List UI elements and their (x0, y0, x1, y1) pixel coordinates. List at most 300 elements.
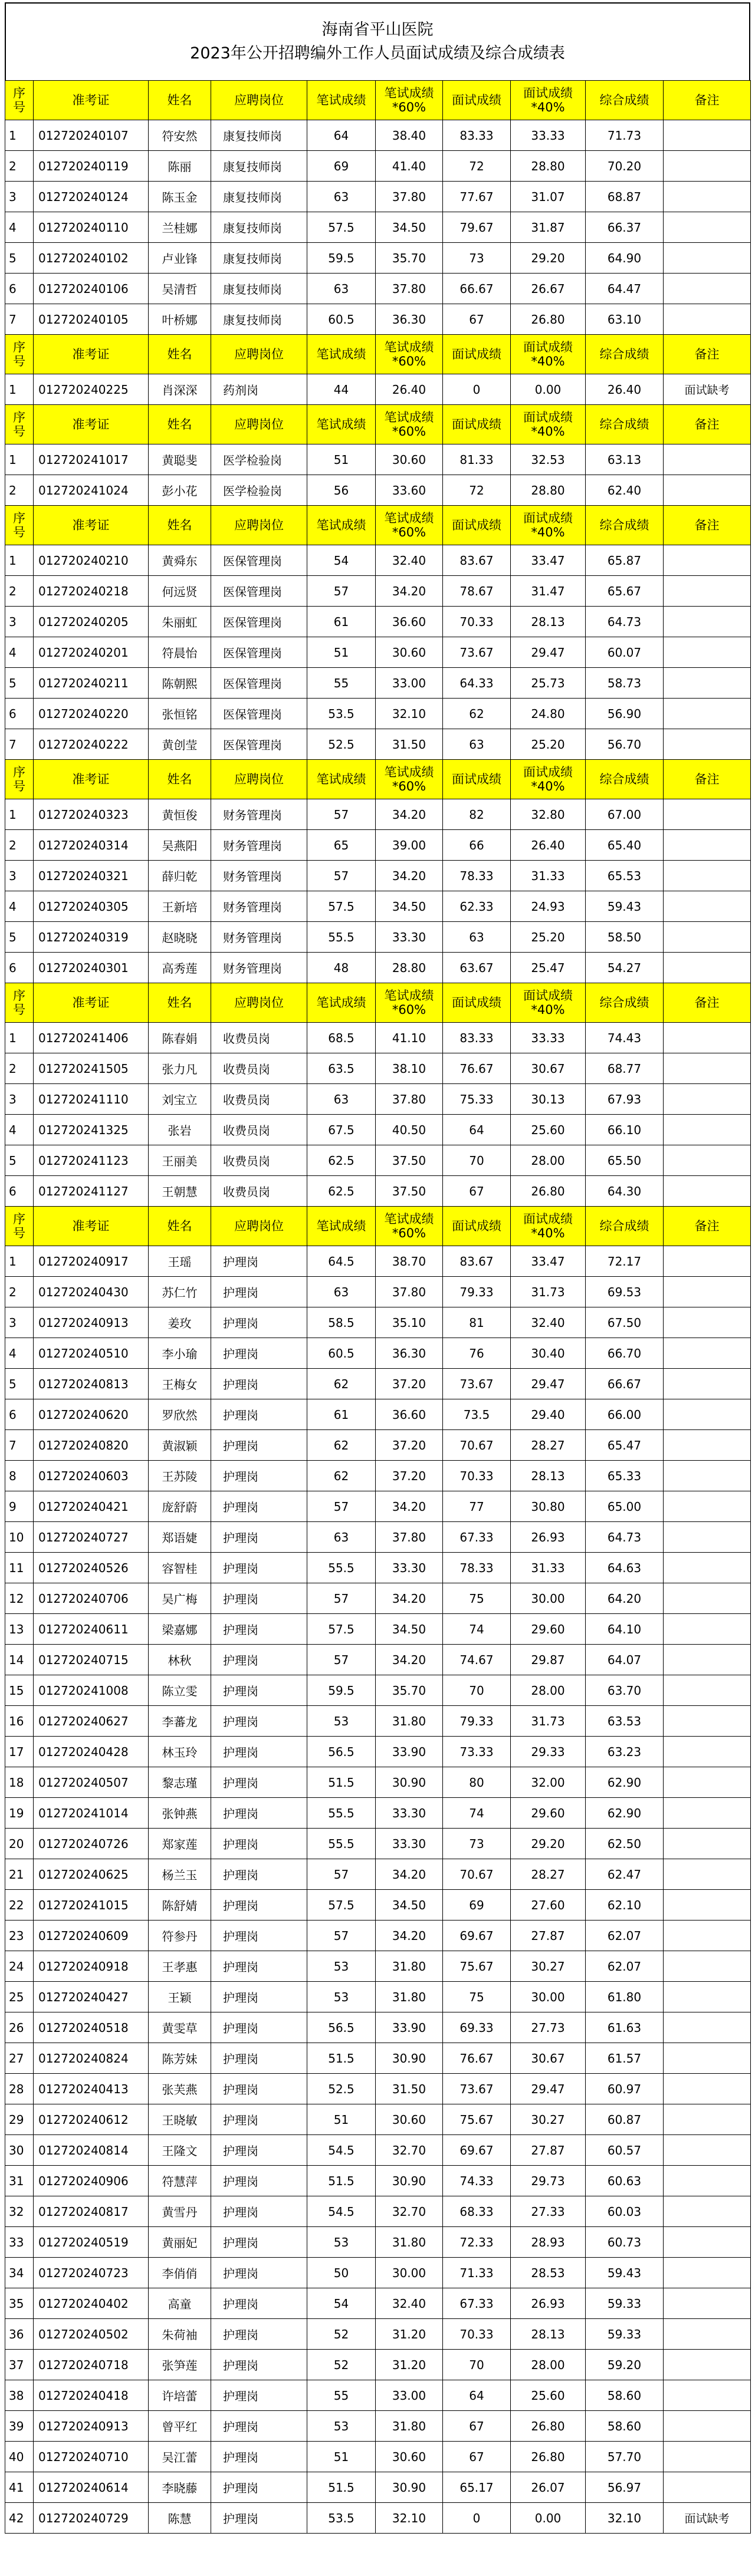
id-cell: 012720240710 (34, 2442, 149, 2472)
position-cell: 护理岗 (211, 2319, 307, 2350)
note-cell (664, 1369, 751, 1399)
total-cell: 60.03 (586, 2196, 664, 2227)
table-row (5, 953, 751, 983)
written-weighted-cell: 37.80 (376, 1277, 443, 1307)
position-cell: 康复技师岗 (211, 182, 307, 212)
table-row (5, 1706, 751, 1737)
total-cell: 68.87 (586, 182, 664, 212)
id-cell: 012720240612 (34, 2104, 149, 2135)
position-cell: 护理岗 (211, 2503, 307, 2534)
written-weighted-cell: 33.60 (376, 475, 443, 506)
note-cell (664, 274, 751, 304)
interview-weighted-cell: 24.93 (511, 891, 586, 922)
total-cell: 64.20 (586, 1583, 664, 1614)
table-row (5, 151, 751, 182)
table-row (5, 1798, 751, 1829)
interview-weighted-cell: 31.73 (511, 1277, 586, 1307)
interview-weighted-cell: 30.40 (511, 1338, 586, 1369)
note-cell (664, 2319, 751, 2350)
id-cell: 012720240820 (34, 1430, 149, 1461)
interview-weighted-cell: 29.20 (511, 243, 586, 274)
seq-cell: 17 (5, 1737, 34, 1767)
seq-cell: 18 (5, 1767, 34, 1798)
position-cell: 医保管理岗 (211, 545, 307, 576)
id-cell: 012720240218 (34, 576, 149, 607)
id-cell: 012720240913 (34, 1307, 149, 1338)
name-cell: 李蕃龙 (149, 1706, 211, 1737)
interview-cell: 75.67 (443, 2104, 511, 2135)
total-cell: 65.67 (586, 576, 664, 607)
total-cell: 65.00 (586, 1491, 664, 1522)
position-cell: 收费员岗 (211, 1145, 307, 1176)
seq-cell: 2 (5, 151, 34, 182)
seq-cell: 2 (5, 830, 34, 861)
seq-cell: 5 (5, 1145, 34, 1176)
written-weighted-cell: 41.40 (376, 151, 443, 182)
position-cell: 护理岗 (211, 1277, 307, 1307)
interview-weighted-cell: 29.60 (511, 1798, 586, 1829)
id-cell: 012720240205 (34, 607, 149, 637)
position-cell: 收费员岗 (211, 1023, 307, 1053)
note-cell (664, 1645, 751, 1675)
table-row (5, 2104, 751, 2135)
table-row (5, 2196, 751, 2227)
position-cell: 护理岗 (211, 1307, 307, 1338)
seq-cell: 4 (5, 212, 34, 243)
id-cell: 012720240319 (34, 922, 149, 953)
interview-cell: 72 (443, 475, 511, 506)
header-seq: 序号 (5, 335, 34, 374)
table-row (5, 861, 751, 891)
written-weighted-cell: 34.50 (376, 1614, 443, 1645)
header-note: 备注 (664, 81, 751, 120)
interview-weighted-cell: 29.47 (511, 637, 586, 668)
header-interview: 面试成绩 (443, 760, 511, 799)
id-cell: 012720240507 (34, 1767, 149, 1798)
id-cell: 012720240210 (34, 545, 149, 576)
written-weighted-cell: 34.50 (376, 212, 443, 243)
position-cell: 护理岗 (211, 2196, 307, 2227)
interview-weighted-cell: 29.20 (511, 1829, 586, 1859)
seq-cell: 10 (5, 1522, 34, 1553)
interview-cell: 76.67 (443, 2043, 511, 2074)
interview-cell: 70 (443, 1145, 511, 1176)
header-name: 姓名 (149, 405, 211, 444)
table-row (5, 2012, 751, 2043)
total-cell: 58.73 (586, 668, 664, 699)
header-interview: 面试成绩 (443, 335, 511, 374)
written-cell: 55.5 (307, 1798, 376, 1829)
interview-cell: 67 (443, 1176, 511, 1207)
table-row (5, 1461, 751, 1491)
header-total: 综合成绩 (586, 335, 664, 374)
table-row (5, 922, 751, 953)
total-cell: 67.93 (586, 1084, 664, 1115)
total-cell: 66.70 (586, 1338, 664, 1369)
id-cell: 012720240918 (34, 1951, 149, 1982)
interview-cell: 72.33 (443, 2227, 511, 2258)
total-cell: 65.47 (586, 1430, 664, 1461)
header-written: 笔试成绩 (307, 1207, 376, 1246)
table-row (5, 1645, 751, 1675)
header-interview-weighted: 面试成绩*40% (511, 405, 586, 444)
written-cell: 57 (307, 1859, 376, 1890)
table-row (5, 2472, 751, 2503)
written-cell: 54 (307, 545, 376, 576)
seq-cell: 29 (5, 2104, 34, 2135)
written-cell: 57 (307, 1921, 376, 1951)
interview-cell: 73.67 (443, 637, 511, 668)
name-cell: 张钟燕 (149, 1798, 211, 1829)
seq-cell: 6 (5, 953, 34, 983)
position-cell: 护理岗 (211, 1706, 307, 1737)
name-cell: 高童 (149, 2288, 211, 2319)
interview-cell: 67 (443, 304, 511, 335)
position-cell: 医保管理岗 (211, 668, 307, 699)
total-cell: 67.50 (586, 1307, 664, 1338)
written-cell: 63 (307, 274, 376, 304)
total-cell: 56.97 (586, 2472, 664, 2503)
name-cell: 李晓藤 (149, 2472, 211, 2503)
note-cell (664, 1767, 751, 1798)
header-note: 备注 (664, 760, 751, 799)
header-position: 应聘岗位 (211, 81, 307, 120)
table-row (5, 1145, 751, 1176)
written-weighted-cell: 34.20 (376, 576, 443, 607)
written-cell: 60.5 (307, 304, 376, 335)
note-cell (664, 2258, 751, 2288)
note-cell (664, 1798, 751, 1829)
total-cell: 65.53 (586, 861, 664, 891)
name-cell: 庞舒蔚 (149, 1491, 211, 1522)
written-weighted-cell: 36.60 (376, 1399, 443, 1430)
name-cell: 陈立雯 (149, 1675, 211, 1706)
seq-cell: 2 (5, 1053, 34, 1084)
written-cell: 51 (307, 2442, 376, 2472)
interview-cell: 70.33 (443, 607, 511, 637)
interview-weighted-cell: 25.20 (511, 729, 586, 760)
name-cell: 王朝慧 (149, 1176, 211, 1207)
interview-cell: 67 (443, 2411, 511, 2442)
written-weighted-cell: 34.20 (376, 799, 443, 830)
written-weighted-cell: 37.80 (376, 182, 443, 212)
written-weighted-cell: 32.40 (376, 545, 443, 576)
interview-weighted-cell: 28.80 (511, 475, 586, 506)
id-cell: 012720241024 (34, 475, 149, 506)
note-cell (664, 1084, 751, 1115)
name-cell: 罗欣然 (149, 1399, 211, 1430)
note-cell (664, 2104, 751, 2135)
total-cell: 74.43 (586, 1023, 664, 1053)
header-total: 综合成绩 (586, 1207, 664, 1246)
seq-cell: 6 (5, 699, 34, 729)
note-cell (664, 1430, 751, 1461)
total-cell: 62.07 (586, 1951, 664, 1982)
written-cell: 53 (307, 2411, 376, 2442)
header-written: 笔试成绩 (307, 335, 376, 374)
table-row (5, 475, 751, 506)
written-cell: 63 (307, 182, 376, 212)
written-cell: 55.5 (307, 922, 376, 953)
table-row (5, 212, 751, 243)
id-cell: 012720240526 (34, 1553, 149, 1583)
interview-cell: 80 (443, 1767, 511, 1798)
seq-cell: 19 (5, 1798, 34, 1829)
written-weighted-cell: 30.60 (376, 2442, 443, 2472)
table-row (5, 1053, 751, 1084)
interview-cell: 72 (443, 151, 511, 182)
seq-cell: 1 (5, 545, 34, 576)
id-cell: 012720240609 (34, 1921, 149, 1951)
written-weighted-cell: 36.60 (376, 607, 443, 637)
id-cell: 012720240620 (34, 1399, 149, 1430)
written-weighted-cell: 37.80 (376, 1522, 443, 1553)
header-id: 准考证 (34, 983, 149, 1023)
hospital-title: 海南省平山医院 (321, 21, 434, 39)
total-cell: 61.80 (586, 1982, 664, 2012)
table-row (5, 1921, 751, 1951)
interview-weighted-cell: 26.07 (511, 2472, 586, 2503)
interview-cell: 74 (443, 1798, 511, 1829)
position-cell: 康复技师岗 (211, 151, 307, 182)
total-cell: 59.33 (586, 2319, 664, 2350)
name-cell: 陈慧 (149, 2503, 211, 2534)
id-cell: 012720240913 (34, 2411, 149, 2442)
interview-cell: 70.67 (443, 1859, 511, 1890)
interview-cell: 68.33 (443, 2196, 511, 2227)
written-weighted-cell: 33.90 (376, 2012, 443, 2043)
header-written-weighted: 笔试成绩*60% (376, 760, 443, 799)
seq-cell: 42 (5, 2503, 34, 2534)
interview-weighted-cell: 33.47 (511, 545, 586, 576)
written-cell: 62 (307, 1461, 376, 1491)
interview-weighted-cell: 28.27 (511, 1859, 586, 1890)
written-weighted-cell: 32.10 (376, 699, 443, 729)
seq-cell: 13 (5, 1614, 34, 1645)
note-cell (664, 2442, 751, 2472)
seq-cell: 23 (5, 1921, 34, 1951)
note-cell (664, 182, 751, 212)
header-interview-weighted: 面试成绩*40% (511, 81, 586, 120)
total-cell: 64.47 (586, 274, 664, 304)
table-row (5, 2288, 751, 2319)
name-cell: 黄雯草 (149, 2012, 211, 2043)
interview-weighted-cell: 30.67 (511, 2043, 586, 2074)
written-weighted-cell: 31.80 (376, 1706, 443, 1737)
id-cell: 012720240814 (34, 2135, 149, 2166)
seq-cell: 3 (5, 607, 34, 637)
interview-cell: 64 (443, 1115, 511, 1145)
interview-weighted-cell: 32.40 (511, 1307, 586, 1338)
position-cell: 护理岗 (211, 2227, 307, 2258)
name-cell: 黄丽妃 (149, 2227, 211, 2258)
seq-cell: 1 (5, 374, 34, 405)
note-cell (664, 1145, 751, 1176)
seq-cell: 34 (5, 2258, 34, 2288)
position-cell: 医保管理岗 (211, 607, 307, 637)
total-cell: 62.40 (586, 475, 664, 506)
table-row (5, 2350, 751, 2380)
interview-weighted-cell: 27.33 (511, 2196, 586, 2227)
total-cell: 60.63 (586, 2166, 664, 2196)
interview-weighted-cell: 25.73 (511, 668, 586, 699)
table-row (5, 545, 751, 576)
position-cell: 收费员岗 (211, 1084, 307, 1115)
header-interview-weighted: 面试成绩*40% (511, 983, 586, 1023)
position-cell: 护理岗 (211, 1859, 307, 1890)
seq-cell: 32 (5, 2196, 34, 2227)
note-cell (664, 1614, 751, 1645)
id-cell: 012720240119 (34, 151, 149, 182)
interview-weighted-cell: 25.60 (511, 2380, 586, 2411)
header-interview-weighted: 面试成绩*40% (511, 335, 586, 374)
note-cell (664, 1115, 751, 1145)
interview-weighted-cell: 28.53 (511, 2258, 586, 2288)
name-cell: 卢业锋 (149, 243, 211, 274)
written-weighted-cell: 31.80 (376, 2227, 443, 2258)
position-cell: 康复技师岗 (211, 120, 307, 151)
written-cell: 57.5 (307, 1614, 376, 1645)
written-weighted-cell: 32.10 (376, 2503, 443, 2534)
header-position: 应聘岗位 (211, 1207, 307, 1246)
written-cell: 65 (307, 830, 376, 861)
seq-cell: 1 (5, 799, 34, 830)
position-cell: 护理岗 (211, 1553, 307, 1583)
seq-cell: 5 (5, 668, 34, 699)
seq-cell: 2 (5, 1277, 34, 1307)
position-cell: 护理岗 (211, 1491, 307, 1522)
header-total: 综合成绩 (586, 506, 664, 545)
written-cell: 62.5 (307, 1145, 376, 1176)
id-cell: 012720240124 (34, 182, 149, 212)
total-cell: 63.70 (586, 1675, 664, 1706)
seq-cell: 4 (5, 1338, 34, 1369)
seq-cell: 7 (5, 304, 34, 335)
total-cell: 64.73 (586, 1522, 664, 1553)
name-cell: 黄恒俊 (149, 799, 211, 830)
seq-cell: 15 (5, 1675, 34, 1706)
id-cell: 012720240413 (34, 2074, 149, 2104)
written-weighted-cell: 30.60 (376, 444, 443, 475)
position-cell: 医保管理岗 (211, 729, 307, 760)
position-cell: 医学检验岗 (211, 444, 307, 475)
name-cell: 曾平红 (149, 2411, 211, 2442)
name-cell: 陈芳妹 (149, 2043, 211, 2074)
interview-cell: 82 (443, 799, 511, 830)
total-cell: 69.53 (586, 1277, 664, 1307)
note-cell (664, 891, 751, 922)
total-cell: 66.00 (586, 1399, 664, 1430)
name-cell: 朱荷袖 (149, 2319, 211, 2350)
written-cell: 53 (307, 1982, 376, 2012)
interview-weighted-cell: 27.73 (511, 2012, 586, 2043)
note-cell (664, 2288, 751, 2319)
written-cell: 64.5 (307, 1246, 376, 1277)
position-cell: 护理岗 (211, 1583, 307, 1614)
written-cell: 61 (307, 607, 376, 637)
note-cell (664, 545, 751, 576)
table-row (5, 1614, 751, 1645)
written-cell: 53 (307, 1951, 376, 1982)
seq-cell: 7 (5, 1430, 34, 1461)
written-cell: 57 (307, 576, 376, 607)
table-row (5, 1369, 751, 1399)
written-weighted-cell: 37.20 (376, 1369, 443, 1399)
header-id: 准考证 (34, 760, 149, 799)
name-cell: 张笋莲 (149, 2350, 211, 2380)
id-cell: 012720240518 (34, 2012, 149, 2043)
seq-cell: 5 (5, 1369, 34, 1399)
interview-cell: 78.67 (443, 576, 511, 607)
interview-cell: 76 (443, 1338, 511, 1369)
seq-cell: 5 (5, 243, 34, 274)
note-cell (664, 2350, 751, 2380)
interview-cell: 83.67 (443, 1246, 511, 1277)
group-header-row (5, 983, 751, 1023)
id-cell: 012720240715 (34, 1645, 149, 1675)
name-cell: 郑语婕 (149, 1522, 211, 1553)
interview-weighted-cell: 32.80 (511, 799, 586, 830)
header-id: 准考证 (34, 81, 149, 120)
position-cell: 康复技师岗 (211, 304, 307, 335)
id-cell: 012720240706 (34, 1583, 149, 1614)
name-cell: 林玉玲 (149, 1737, 211, 1767)
position-cell: 护理岗 (211, 1675, 307, 1706)
header-note: 备注 (664, 1207, 751, 1246)
total-cell: 60.87 (586, 2104, 664, 2135)
seq-cell: 1 (5, 120, 34, 151)
interview-weighted-cell: 24.80 (511, 699, 586, 729)
header-id: 准考证 (34, 335, 149, 374)
written-cell: 51.5 (307, 2472, 376, 2503)
position-cell: 护理岗 (211, 2043, 307, 2074)
interview-cell: 69 (443, 1890, 511, 1921)
seq-cell: 2 (5, 576, 34, 607)
position-cell: 医保管理岗 (211, 637, 307, 668)
position-cell: 护理岗 (211, 2411, 307, 2442)
id-cell: 012720240502 (34, 2319, 149, 2350)
header-position: 应聘岗位 (211, 405, 307, 444)
interview-weighted-cell: 26.40 (511, 830, 586, 861)
seq-cell: 37 (5, 2350, 34, 2380)
header-id: 准考证 (34, 506, 149, 545)
seq-cell: 31 (5, 2166, 34, 2196)
interview-cell: 70 (443, 1675, 511, 1706)
total-cell: 57.70 (586, 2442, 664, 2472)
note-cell (664, 1246, 751, 1277)
total-cell: 62.50 (586, 1829, 664, 1859)
written-weighted-cell: 34.20 (376, 1583, 443, 1614)
header-interview: 面试成绩 (443, 405, 511, 444)
table-row (5, 1951, 751, 1982)
table-row (5, 243, 751, 274)
total-cell: 62.90 (586, 1798, 664, 1829)
name-cell: 容智桂 (149, 1553, 211, 1583)
written-cell: 52 (307, 2350, 376, 2380)
table-row (5, 799, 751, 830)
table-row (5, 2135, 751, 2166)
interview-cell: 74 (443, 1614, 511, 1645)
interview-cell: 65.17 (443, 2472, 511, 2503)
position-cell: 财务管理岗 (211, 830, 307, 861)
id-cell: 012720240510 (34, 1338, 149, 1369)
header-seq: 序号 (5, 760, 34, 799)
interview-weighted-cell: 25.20 (511, 922, 586, 953)
position-cell: 医保管理岗 (211, 576, 307, 607)
interview-cell: 83.33 (443, 1023, 511, 1053)
seq-cell: 3 (5, 861, 34, 891)
name-cell: 王苏陵 (149, 1461, 211, 1491)
